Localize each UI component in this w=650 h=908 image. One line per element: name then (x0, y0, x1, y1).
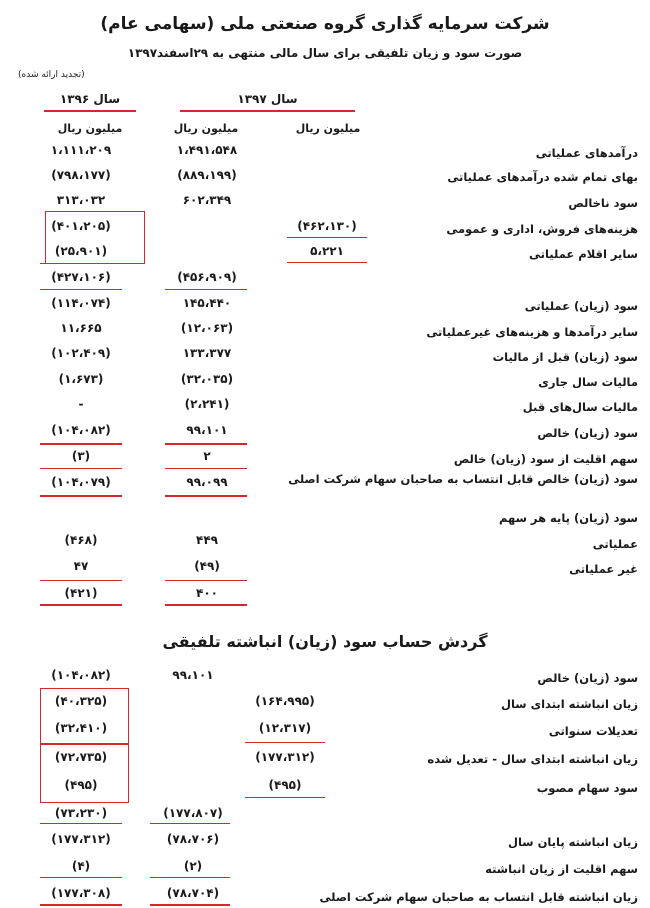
re-row-label: زیان انباشته پایان سال (507, 835, 638, 849)
is-value-1396: (۴۶۸) (64, 533, 98, 547)
is-value-1397: ۲ (203, 449, 211, 463)
re-value-1397-detail: (۱۷۷،۳۱۲) (255, 750, 315, 764)
re-value-1397: (۷۸،۷۰۶) (166, 832, 220, 846)
is-row-label: غیر عملیاتی (569, 562, 638, 576)
re-row-label: زیان انباشته قابل انتساب به صاحبان سهام شرکت اصلی (319, 890, 638, 904)
opex-total-line-1396 (40, 289, 122, 290)
re-row-label: سود (زیان) خالص (537, 671, 638, 685)
other-items-underline (287, 262, 367, 263)
re-row-label: زیان انباشته ابتدای سال - تعدیل شده (427, 752, 638, 766)
re-value-1396: (۴۰،۳۲۵) (54, 694, 108, 708)
is-value-1396: (۴۰۱،۲۰۵) (51, 219, 111, 233)
is-row-label: سود (زیان) عملیاتی (524, 299, 638, 313)
is-row-label: سایر درآمدها و هزینه‌های غیرعملیاتی (426, 325, 638, 339)
year-1396-header: سال ۱۳۹۶ (59, 92, 121, 106)
is-value-1396: (۳) (71, 449, 91, 463)
opex-highlight-box (45, 211, 145, 264)
eps-total-line-1397 (165, 604, 247, 606)
re-value-1397: ۹۹،۱۰۱ (172, 668, 214, 682)
eps-subtotal-line-1397 (165, 580, 247, 581)
adjustment-underline (245, 742, 325, 743)
re-value-1396: (۴) (71, 859, 91, 873)
re-value-1396: (۷۳،۲۳۰) (54, 806, 108, 820)
is-row-label: سود (زیان) قبل از مالیات (492, 350, 638, 364)
is-value-1396: (۱۱۴،۰۷۴) (51, 296, 111, 310)
re-row-label: زیان انباشته ابتدای سال (500, 697, 638, 711)
re-value-1397-detail: (۴۹۵) (268, 778, 302, 792)
net-profit-line-1396 (40, 443, 122, 445)
is-value-1397: (۸۸۹،۱۹۹) (177, 168, 237, 182)
re-minority-line-1397 (150, 877, 230, 878)
retained-adjusted-box (40, 743, 129, 803)
re-row-label: تعدیلات سنواتی (548, 724, 638, 738)
is-row-label: سود (زیان) خالص قابل انتساب به صاحبان سهام شرکت اصلی (288, 472, 638, 486)
re-value-1396: (۱۰۴،۰۸۲) (51, 668, 111, 682)
dividend-underline (245, 797, 325, 798)
is-value-1397: ۱،۴۹۱،۵۴۸ (176, 143, 238, 157)
is-row-label: سود ناخالص (568, 196, 638, 210)
re-subtotal-line-1396 (40, 823, 122, 824)
is-value-1397-detail: ۵،۲۲۱ (310, 244, 344, 258)
is-value-1397: ۶۰۲،۳۴۹ (182, 193, 232, 207)
re-value-1397: (۷۸،۷۰۴) (166, 886, 220, 900)
is-value-1396: - (78, 397, 84, 411)
is-value-1397: (۴۵۶،۹۰۹) (177, 270, 237, 284)
is-value-1396: ۳۱۳،۰۳۲ (56, 193, 106, 207)
re-minority-line-1396 (40, 877, 122, 878)
is-value-1397: ۴۴۹ (196, 533, 218, 547)
is-value-1396: (۱،۶۷۳) (58, 372, 104, 386)
is-value-1397: ۱۴۵،۴۴۰ (182, 296, 232, 310)
opex-subtotal-line-1396 (40, 263, 122, 264)
is-value-1396: (۷۹۸،۱۷۷) (51, 168, 111, 182)
re-value-1396: (۳۲،۴۱۰) (54, 721, 108, 735)
re-row-label: سود سهام مصوب (536, 781, 638, 795)
re-final-line-1397 (150, 904, 230, 906)
re-final-line-1396 (40, 904, 122, 906)
re-value-1397-detail: (۱۶۴،۹۹۵) (255, 694, 315, 708)
is-row-label: سایر اقلام عملیاتی (529, 247, 638, 261)
eps-total-line-1396 (40, 604, 122, 606)
unit-1397-total: میلیون ریال (173, 122, 239, 135)
is-row-label: مالیات سال‌های قبل (522, 400, 638, 414)
page-title: شرکت سرمایه گذاری گروه صنعتی ملی (سهامی عام) (100, 14, 550, 34)
is-row-label: سود (زیان) پایه هر سهم (499, 511, 638, 525)
is-value-1397: (۱۲،۰۶۳) (180, 321, 234, 335)
restated-note: (تجدید ارائه شده) (18, 70, 85, 80)
is-row-label: عملیاتی (592, 537, 638, 551)
re-value-1396: (۷۲،۷۳۵) (54, 750, 108, 764)
is-value-1397: ۹۹،۱۰۱ (186, 423, 228, 437)
section-title-retained-earnings: گردش حساب سود (زیان) انباشته تلفیقی (162, 632, 488, 651)
unit-1397-detail: میلیون ریال (295, 122, 361, 135)
re-subtotal-line-1397 (150, 823, 230, 824)
re-value-1396: (۴۹۵) (64, 778, 98, 792)
re-row-label: سهم اقلیت از زیان انباشته (485, 862, 638, 876)
is-value-1396: (۱۰۴،۰۸۲) (51, 423, 111, 437)
is-row-label: مالیات سال جاری (538, 375, 638, 389)
is-row-label: سود (زیان) خالص (537, 426, 638, 440)
is-value-1397: ۱۳۳،۳۷۷ (182, 346, 232, 360)
is-value-1396: (۴۲۷،۱۰۶) (51, 270, 111, 284)
is-value-1396: ۱،۱۱۱،۲۰۹ (50, 143, 112, 157)
minority-line-1396 (40, 468, 122, 469)
is-value-1396: (۴۲۱) (64, 586, 98, 600)
is-value-1396: (۱۰۲،۴۰۹) (51, 346, 111, 360)
is-value-1397: ۴۰۰ (196, 586, 218, 600)
is-value-1397: (۲،۲۴۱) (184, 397, 230, 411)
is-value-1397: (۴۹) (194, 559, 220, 573)
is-value-1397-detail: (۴۶۲،۱۳۰) (297, 219, 357, 233)
retained-opening-box (40, 688, 129, 745)
is-value-1396: ۴۷ (73, 559, 89, 573)
re-value-1396: (۱۷۷،۳۰۸) (51, 886, 111, 900)
is-row-label: سهم اقلیت از سود (زیان) خالص (453, 452, 638, 466)
re-value-1397: (۱۷۷،۸۰۷) (163, 806, 223, 820)
re-value-1397-detail: (۱۲،۳۱۷) (258, 721, 312, 735)
is-value-1397: (۳۲،۰۳۵) (180, 372, 234, 386)
re-value-1397: (۲) (183, 859, 203, 873)
is-row-label: درآمدهای عملیاتی (535, 146, 638, 160)
re-value-1396: (۱۷۷،۳۱۲) (51, 832, 111, 846)
year-1396-underline (44, 110, 136, 112)
is-value-1396: (۲۵،۹۰۱) (54, 244, 108, 258)
page-subtitle: صورت سود و زیان تلفیقی برای سال مالی منتهی به ۲۹اسفند۱۳۹۷ (127, 46, 523, 60)
opex-total-line-1397 (165, 289, 247, 290)
is-value-1396: ۱۱،۶۶۵ (60, 321, 102, 335)
is-value-1396: (۱۰۴،۰۷۹) (51, 475, 111, 489)
minority-line-1397 (165, 468, 247, 469)
attributable-line-1396 (40, 495, 122, 497)
opex-detail-underline (287, 237, 367, 238)
unit-1396: میلیون ریال (57, 122, 123, 135)
year-1397-underline (180, 110, 355, 112)
net-profit-line-1397 (165, 443, 247, 445)
is-row-label: هزینه‌های فروش، اداری و عمومی (446, 222, 638, 236)
attributable-line-1397 (165, 495, 247, 497)
is-value-1397: ۹۹،۰۹۹ (186, 475, 228, 489)
year-1397-header: سال ۱۳۹۷ (237, 92, 298, 106)
is-row-label: بهای تمام شده درآمدهای عملیاتی (447, 170, 638, 184)
eps-subtotal-line-1396 (40, 580, 122, 581)
